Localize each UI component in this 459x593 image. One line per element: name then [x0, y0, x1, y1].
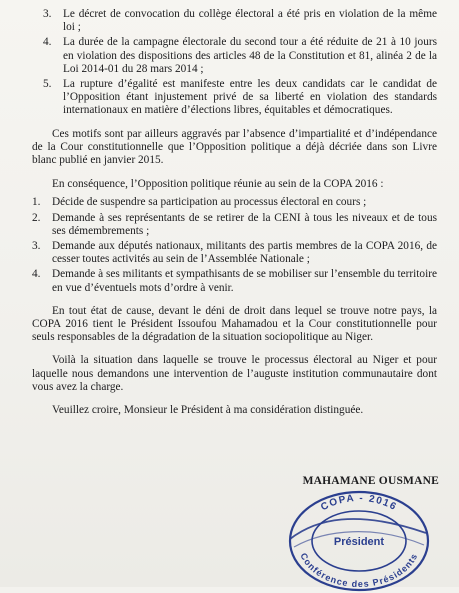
list-item	[32, 196, 437, 209]
item-number: 4.	[32, 268, 41, 281]
list-item	[43, 36, 437, 76]
list-item	[32, 212, 437, 238]
item-text: Demande à ses militants et sympathisants de se mobiliser sur l’ensemble du territoire en vue d’éventuels mots d’ordre à venir.	[52, 268, 437, 294]
item-text: Décide de suspendre sa participation au processus électoral en cours ;	[52, 196, 367, 209]
item-number: 4.	[43, 36, 52, 49]
signature-block	[268, 475, 443, 590]
list-item	[32, 268, 437, 294]
official-stamp	[286, 489, 432, 593]
item-number: 5.	[43, 78, 52, 91]
item-text: Demande à ses représentants de se retirer de la CENI à tous les niveaux et de tous ses démembrements ;	[52, 211, 437, 237]
item-text: Demande aux députés nationaux, militants des partis membres de la COPA 2016, de cesser toutes activités au sein de l’Assemblée Nationale ;	[52, 240, 437, 266]
item-number: 1.	[32, 196, 41, 209]
document-body	[32, 8, 437, 417]
paragraph-etat: En tout état de cause, devant le déni de droit dans lequel se trouve notre pays, la COPA 2016 tient le Président Issoufou Mahamadou et la Cour constitutionnelle pour seuls responsables de la dégradation de la situation sociopolitique au Niger.	[32, 304, 437, 344]
item-number: 3.	[32, 240, 41, 253]
paragraph-consequence: En conséquence, l’Opposition politique réunie au sein de la COPA 2016 :	[52, 178, 384, 191]
item-text: La durée de la campagne électorale du second tour a été réduite de 21 à 10 jours en violation des dispositions des articles 48 de la Constitution et 81, alinéa 2 de la Loi 2014-01 du 28 mars 2014 ;	[63, 36, 437, 75]
paragraph-motifs: Ces motifs sont par ailleurs aggravés par l’absence d’impartialité et d’indépendance de la Cour constitutionnelle que l’Opposition politique a déjà décriée dans son Livre blanc publié en janvier 2015.	[32, 127, 437, 167]
stamp-ring-bottom-text: Conférence des Présidents	[298, 551, 420, 590]
list-item	[43, 78, 437, 118]
item-text: La rupture d’égalité est manifeste entre les deux candidats car le candidat de l’Opposition étant injustement privé de sa liberté en violation des standards internationaux en matière d’élections libres, équitables et démocratiques.	[63, 78, 437, 117]
item-text: Le décret de convocation du collège électoral a été pris en violation de la même loi ;	[63, 8, 437, 34]
decision-list	[32, 196, 437, 294]
grievance-list	[43, 8, 437, 118]
item-number: 3.	[43, 8, 52, 20]
stamp-ring-top-text: COPA - 2016	[319, 492, 399, 514]
paragraph-closing: Veuillez croire, Monsieur le Président à ma considération distinguée.	[52, 404, 364, 417]
paragraph-situation: Voilà la situation dans laquelle se trouve le processus électoral au Niger et pour laquelle nous demandons une intervention de l’auguste institution communautaire dont vous avez la charge.	[32, 354, 437, 393]
stamp-center-text: Président	[333, 536, 385, 548]
item-number: 2.	[32, 211, 41, 224]
list-item	[43, 8, 437, 34]
signatory-name: MAHAMANE OUSMANE	[302, 475, 439, 487]
list-item	[32, 240, 437, 266]
